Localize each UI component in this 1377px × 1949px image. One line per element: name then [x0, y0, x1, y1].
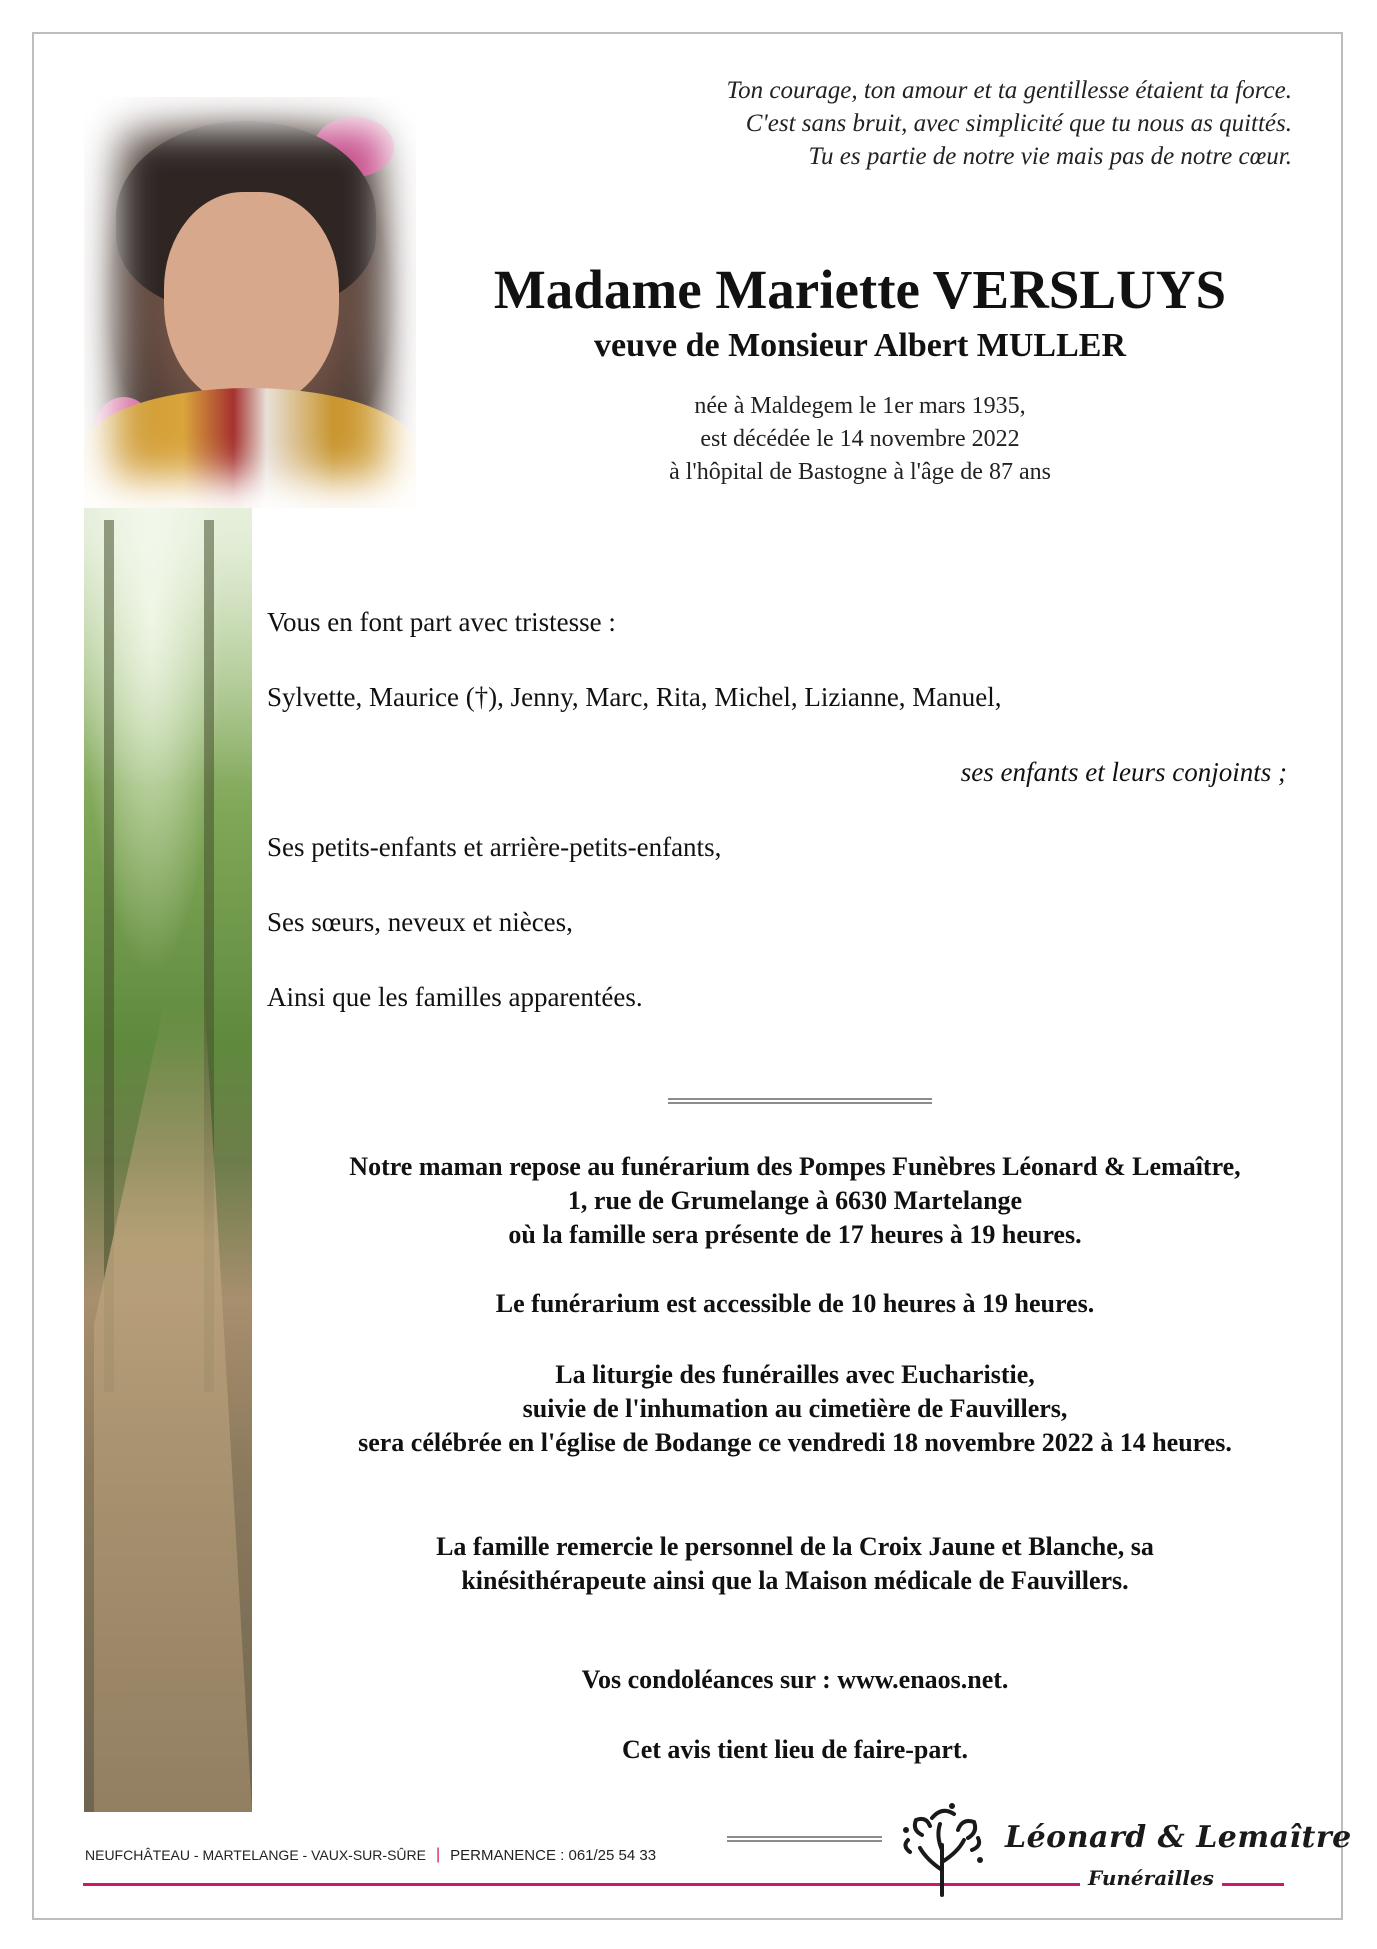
thanks-line: La famille remercie le personnel de la Croix Jaune et Blanche, sa	[436, 1532, 1154, 1561]
footer-permanence: PERMANENCE : 061/25 54 33	[450, 1846, 657, 1864]
flower	[94, 397, 154, 467]
footer-info	[85, 1846, 656, 1864]
thanks-info	[255, 1530, 1335, 1598]
address-line: 1, rue de Grumelange à 6630 Martelange	[567, 1186, 1023, 1215]
logo-rule	[727, 1836, 882, 1842]
relatives-line: Ainsi que les familles apparentées.	[267, 982, 643, 1012]
place-line: à l'hôpital de Bastogne à l'âge de 87 ans	[669, 459, 1051, 485]
thanks-line: kinésithérapeute ainsi que la Maison médicale de Fauvillers.	[461, 1566, 1129, 1595]
quote-line: C'est sans bruit, avec simplicité que tu nous as quittés.	[745, 110, 1292, 137]
portrait-photo	[84, 97, 416, 508]
funerarium-info	[255, 1150, 1335, 1252]
liturgy-info	[255, 1358, 1335, 1460]
access-hours: Le funérarium est accessible de 10 heures à 19 heures.	[495, 1289, 1095, 1318]
condolences-line: Vos condoléances sur : www.enaos.net.	[581, 1665, 1009, 1694]
birth-death-info	[420, 390, 1300, 489]
forest-path	[94, 1000, 252, 1812]
grandchildren-line: Ses petits-enfants et arrière-petits-enfants,	[267, 832, 722, 862]
flower	[314, 117, 394, 177]
company-logo-subtitle: Funérailles	[1080, 1866, 1222, 1890]
portrait-hair	[116, 121, 376, 311]
spouse-line: veuve de Monsieur Albert MULLER	[593, 327, 1126, 364]
children-list: Sylvette, Maurice (†), Jenny, Marc, Rita, Michel, Lizianne, Manuel,	[267, 682, 1002, 712]
deceased-name: Madame Mariette VERSLUYS	[493, 259, 1227, 320]
siblings-line: Ses sœurs, neveux et nièces,	[267, 907, 573, 937]
section-divider	[668, 1098, 932, 1104]
quote-line: Tu es partie de notre vie mais pas de notre cœur.	[808, 143, 1292, 170]
children-role: ses enfants et leurs conjoints ;	[960, 757, 1287, 787]
ceremony-line: sera célébrée en l'église de Bodange ce vendredi 18 novembre 2022 à 14 heures.	[358, 1428, 1232, 1457]
birth-line: née à Maldegem le 1er mars 1935,	[694, 393, 1026, 419]
quote-line: Ton courage, ton amour et ta gentillesse étaient ta force.	[726, 77, 1292, 104]
death-line: est décédée le 14 novembre 2022	[700, 426, 1020, 452]
memorial-quote	[727, 74, 1292, 173]
company-logo-name: Léonard & Lemaître	[1005, 1820, 1352, 1855]
burial-line: suivie de l'inhumation au cimetière de Fauvillers,	[522, 1394, 1068, 1423]
rest-line: Notre maman repose au funérarium des Pompes Funèbres Léonard & Lemaître,	[349, 1152, 1241, 1181]
footer-locations: NEUFCHÂTEAU - MARTELANGE - VAUX-SUR-SÛRE	[85, 1847, 426, 1863]
footer-separator: |	[435, 1846, 441, 1863]
tree-logo-icon	[892, 1800, 992, 1900]
visiting-hours-line: où la famille sera présente de 17 heures à 19 heures.	[508, 1220, 1082, 1249]
liturgy-line: La liturgie des funérailles avec Eucharistie,	[555, 1360, 1035, 1389]
portrait-cardigan	[84, 388, 416, 508]
notice-line: Cet avis tient lieu de faire-part.	[621, 1735, 969, 1764]
family-intro: Vous en font part avec tristesse :	[267, 607, 616, 637]
portrait-face	[164, 192, 339, 407]
